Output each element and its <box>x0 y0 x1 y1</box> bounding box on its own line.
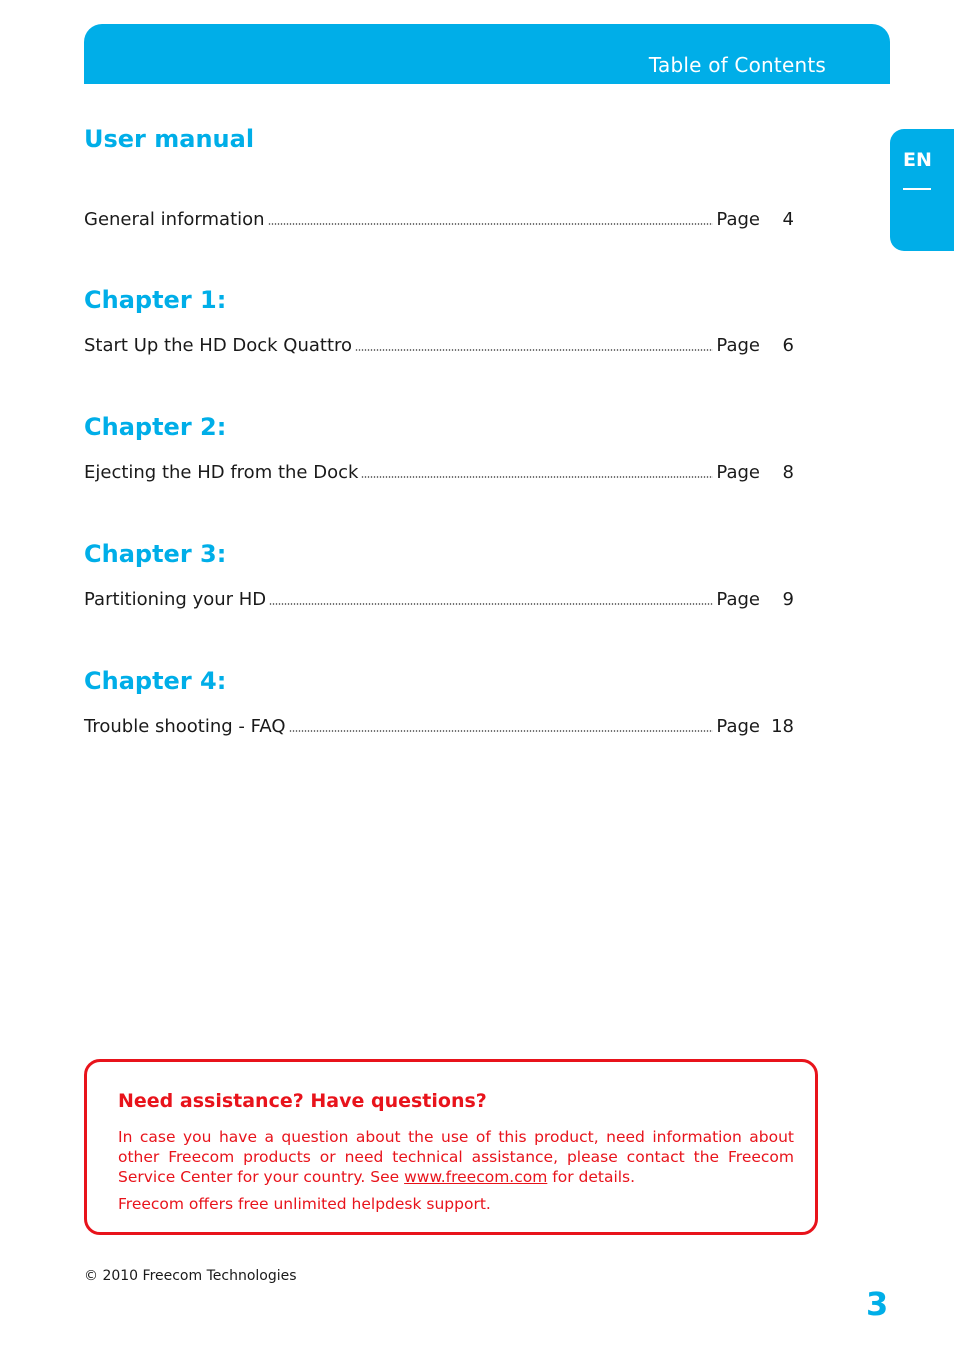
toc-section-chapter-1 <box>84 285 794 375</box>
toc-page-number: 6 <box>782 335 794 356</box>
toc-page-label: Page <box>716 589 760 610</box>
language-label: EN <box>903 149 932 171</box>
toc-page-number: 4 <box>782 209 794 230</box>
toc-page-label: Page <box>716 716 760 737</box>
language-tab[interactable] <box>890 129 954 251</box>
toc-entry-title: Partitioning your HD <box>84 589 267 610</box>
toc-entry-title: Trouble shooting - FAQ <box>84 716 286 737</box>
toc-dot-leader <box>289 729 714 733</box>
header-bar <box>84 24 890 84</box>
section-heading: Chapter 1: <box>84 286 227 314</box>
toc-section-chapter-3 <box>84 539 794 629</box>
assistance-body <box>118 1127 794 1187</box>
section-heading: User manual <box>84 125 255 153</box>
toc-entry-title: Ejecting the HD from the Dock <box>84 462 359 483</box>
assistance-body-text: In case you have a question about the use of this product, need information about other Freecom products or need technical assistance, please contact the Freecom Service Center for your country. See <box>118 1128 794 1186</box>
language-underline <box>903 188 931 190</box>
section-heading: Chapter 4: <box>84 667 227 695</box>
assistance-support-line: Freecom offers free unlimited helpdesk support. <box>118 1195 491 1213</box>
toc-section-chapter-4 <box>84 666 794 756</box>
toc-dot-leader <box>361 475 713 479</box>
toc-entry-ejecting[interactable] <box>84 460 794 486</box>
toc-entry-title: General information <box>84 209 265 230</box>
toc-entry-partitioning[interactable] <box>84 587 794 613</box>
toc-section-chapter-2 <box>84 412 794 502</box>
assistance-body-text-end: for details. <box>547 1168 636 1186</box>
toc-entry-title: Start Up the HD Dock Quattro <box>84 335 353 356</box>
toc-page-number: 8 <box>782 462 794 483</box>
section-heading: Chapter 3: <box>84 540 227 568</box>
toc-page-label: Page <box>716 335 760 356</box>
toc-page-number: 9 <box>782 589 794 610</box>
toc-dot-leader <box>268 222 714 226</box>
toc-dot-leader <box>355 348 713 352</box>
toc-page-number: 18 <box>771 716 794 737</box>
assistance-title: Need assistance? Have questions? <box>118 1090 487 1112</box>
assistance-box <box>84 1059 818 1235</box>
toc-page-label: Page <box>716 209 760 230</box>
toc-section-user-manual <box>84 124 794 244</box>
copyright-text: © 2010 Freecom Technologies <box>84 1268 297 1284</box>
toc-dot-leader <box>269 602 713 606</box>
toc-entry-trouble-shooting[interactable] <box>84 714 794 740</box>
page-number: 3 <box>866 1285 889 1323</box>
header-title: Table of Contents <box>648 53 826 77</box>
freecom-website-link[interactable]: www.freecom.com <box>404 1168 548 1186</box>
toc-page-label: Page <box>716 462 760 483</box>
section-heading: Chapter 2: <box>84 413 227 441</box>
toc-entry-start-up[interactable] <box>84 333 794 359</box>
toc-entry-general-information[interactable] <box>84 207 794 233</box>
